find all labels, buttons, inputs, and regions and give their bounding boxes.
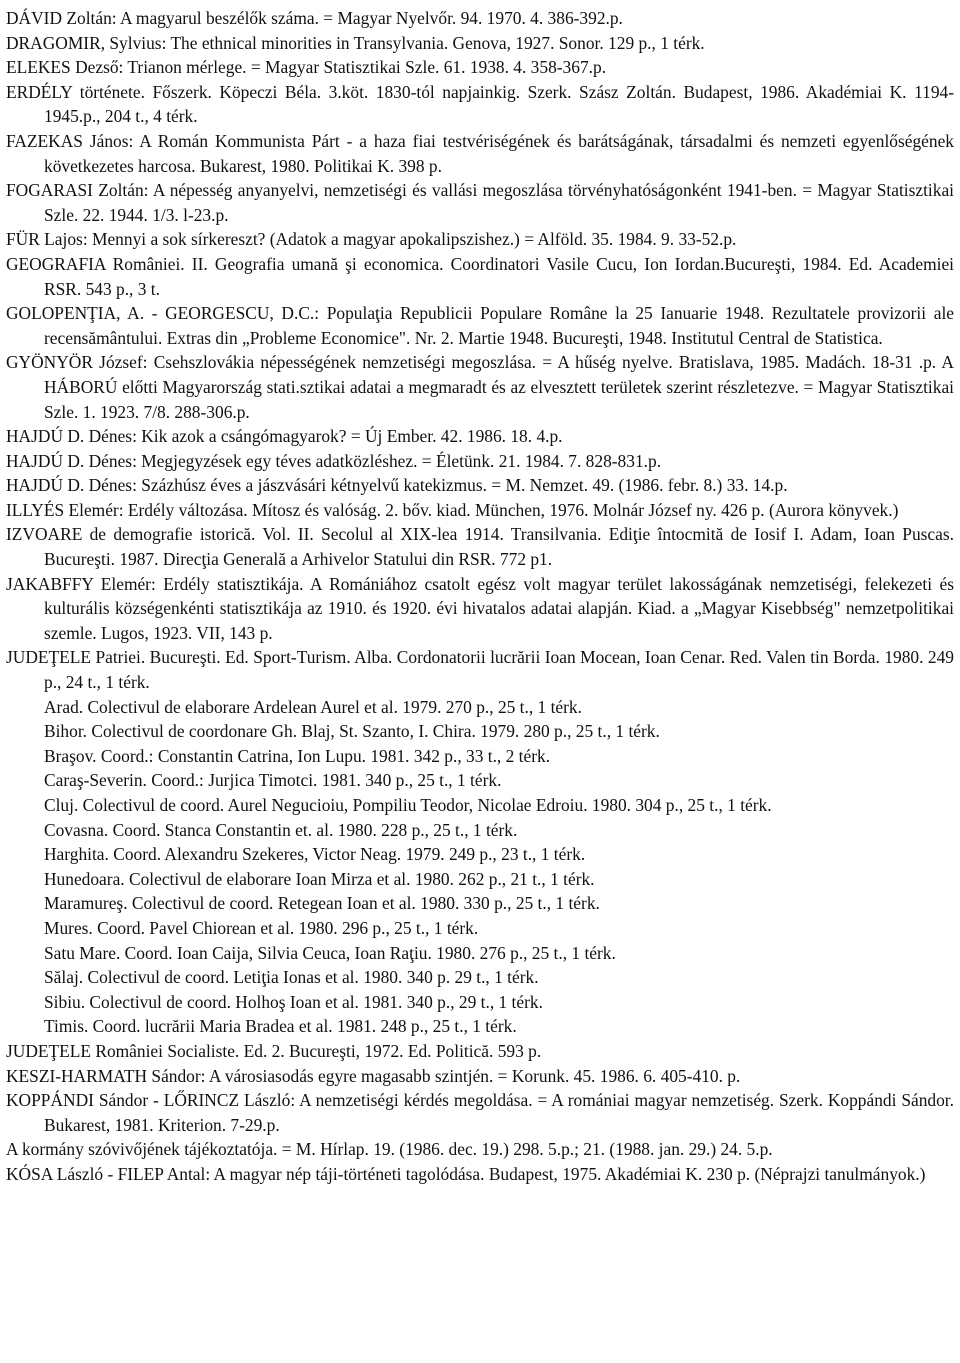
bibliography-entry: KOPPÁNDI Sándor - LŐRINCZ László: A nemzetiségi kérdés megoldása. = A romániai magyar nemzetiség. Szerk. Koppándi Sándor. Bukarest, 1981. Kriterion. 7-29.p. bbox=[6, 1090, 954, 1135]
bibliography-entry: HAJDÚ D. Dénes: Százhúsz éves a jászvásári kétnyelvű katekizmus. = M. Nemzet. 49. (1986. febr. 8.) 33. 14.p. bbox=[6, 475, 788, 496]
bibliography-entry: ERDÉLY története. Főszerk. Köpeczi Béla. 3.köt. 1830-tól napjainkig. Szerk. Szász Zoltán. Budapest, 1986. Akadémiai K. 1194-1945.p., 204 t., 4 térk. bbox=[6, 81, 954, 127]
sub-entry: Satu Mare. Coord. Ioan Caija, Silvia Ceuca, Ioan Raţiu. 1980. 276 p., 25 t., 1 térk. bbox=[44, 942, 616, 963]
sub-entry: Mures. Coord. Pavel Chiorean et al. 1980. 296 p., 25 t., 1 térk. bbox=[44, 917, 479, 938]
bibliography-entry: GYÖNYÖR József: Csehszlovákia népességének nemzetiségi megoszlása. = A hűség nyelve. Bratislava, 1985. Madách. 18-31 .p. A HÁBORÚ előtti Magyarország stati.sztikai adatai a megmaradt és az elvesztett területek szerint részletezve. = Magyar Statisztikai Szle. 1. 1923. 7/8. 288-306.p. bbox=[6, 352, 954, 422]
bibliography-entry: DRAGOMIR, Sylvius: The ethnical minorities in Transylvania. Genova, 1927. Sonor. 129 p., 1 térk. bbox=[6, 32, 705, 53]
bibliography-entry: DÁVID Zoltán: A magyarul beszélők száma. = Magyar Nyelvőr. 94. 1970. 4. 386-392.p. bbox=[6, 8, 623, 28]
bibliography-entry: FOGARASI Zoltán: A népesség anyanyelvi, nemzetiségi és vallási megoszlása törvényhatóságonként 1941-ben. = Magyar Statisztikai Szle. 22. 1944. 1/3. l-23.p. bbox=[6, 180, 954, 225]
sub-entry: Covasna. Coord. Stanca Constantin et. al. 1980. 228 p., 25 t., 1 térk. bbox=[44, 819, 518, 840]
sub-entry: Sibiu. Colectivul de coord. Holhoş Ioan et al. 1981. 340 p., 29 t., 1 térk. bbox=[44, 991, 543, 1012]
bibliography-entry: ILLYÉS Elemér: Erdély változása. Mítosz és valóság. 2. bőv. kiad. München, 1976. Molnár József ny. 426 p. (Aurora könyvek.) bbox=[6, 499, 899, 520]
sub-entry: Sălaj. Colectivul de coord. Letiţia Ionas et al. 1980. 340 p. 29 t., 1 térk. bbox=[44, 967, 539, 988]
sub-entry: Maramureş. Colectivul de coord. Retegean Ioan et al. 1980. 330 p., 25 t., 1 térk. bbox=[44, 893, 600, 914]
sub-entry: Cluj. Colectivul de coord. Aurel Negucioiu, Pompiliu Teodor, Nicolae Edroiu. 1980. 304 p., 25 t., 1 térk. bbox=[44, 795, 772, 815]
bibliography-entry: GEOGRAFIA României. II. Geografia umană şi economica. Coordinatori Vasile Cucu, Ion Iordan.Bucureşti, 1984. Ed. Academiei RSR. 543 p., 3 t. bbox=[6, 253, 954, 299]
bibliography-entry: HAJDÚ D. Dénes: Megjegyzések egy téves adatközléshez. = Életünk. 21. 1984. 7. 828-831.p. bbox=[6, 450, 662, 471]
bibliography-entry: KÓSA László - FILEP Antal: A magyar nép táji-történeti tagolódása. Budapest, 1975. Akadémiai K. 230 p. (Néprajzi tanulmányok.) bbox=[6, 1163, 926, 1184]
bibliography-entry: JUDEŢELE României Socialiste. Ed. 2. Bucureşti, 1972. Ed. Politică. 593 p. bbox=[6, 1040, 542, 1061]
bibliography-entry: ELEKES Dezső: Trianon mérlege. = Magyar Statisztikai Szle. 61. 1938. 4. 358-367.p. bbox=[6, 57, 607, 78]
bibliography-list bbox=[6, 6, 954, 1187]
sub-entry: Timis. Coord. lucrării Maria Bradea et al. 1981. 248 p., 25 t., 1 térk. bbox=[44, 1016, 517, 1037]
sub-entry: Braşov. Coord.: Constantin Catrina, Ion Lupu. 1981. 342 p., 33 t., 2 térk. bbox=[44, 745, 551, 766]
sub-entry: Harghita. Coord. Alexandru Szekeres, Victor Neag. 1979. 249 p., 23 t., 1 térk. bbox=[44, 844, 586, 865]
bibliography-entry: HAJDÚ D. Dénes: Kik azok a csángómagyarok? = Új Ember. 42. 1986. 18. 4.p. bbox=[6, 426, 563, 447]
sub-entry: Bihor. Colectivul de coordonare Gh. Blaj, St. Szanto, I. Chira. 1979. 280 p., 25 t., 1 térk. bbox=[44, 721, 660, 742]
bibliography-entry: FAZEKAS János: A Román Kommunista Párt - a haza fiai testvériségének és barátságának, társadalmi és nemzeti egyenlőségének következetes harcosa. Bukarest, 1980. Politikai K. 398 p. bbox=[6, 130, 954, 176]
sub-entry: Arad. Colectivul de elaborare Ardelean Aurel et al. 1979. 270 p., 25 t., 1 térk. bbox=[44, 696, 582, 717]
sub-entry: Hunedoara. Colectivul de elaborare Ioan Mirza et al. 1980. 262 p., 21 t., 1 térk. bbox=[44, 868, 595, 889]
bibliography-entry: IZVOARE de demografie istorică. Vol. II. Secolul al XIX-lea 1914. Transilvania. Ediţie întocmită de Iosif I. Adam, Ioan Puscas. Bucureşti. 1987. Direcţia Generală a Arhivelor Statului din RSR. 772 p1. bbox=[6, 524, 954, 570]
bibliography-entry: JUDEŢELE Patriei. Bucureşti. Ed. Sport-Turism. Alba. Cordonatorii lucrării Ioan Mocean, Ioan Cenar. Red. Valen tin Borda. 1980. 249 p., 24 t., 1 térk. bbox=[6, 647, 954, 693]
bibliography-entry: GOLOPENŢIA, A. - GEORGESCU, D.C.: Populaţia Republicii Populare Române la 25 Ianuarie 1948. Rezultatele provizorii ale recensământului. Extras din „Probleme Economice". Nr. 2. Martie 1948. Bucureşti, 1948. Institutul Central de Statistica. bbox=[6, 303, 954, 348]
bibliography-entry: KESZI-HARMATH Sándor: A városiasodás egyre magasabb szintjén. = Korunk. 45. 1986. 6. 405-410. p. bbox=[6, 1065, 741, 1086]
sub-entry: Caraş-Severin. Coord.: Jurjica Timotci. 1981. 340 p., 25 t., 1 térk. bbox=[44, 770, 502, 791]
bibliography-entry: JAKABFFY Elemér: Erdély statisztikája. A Romániához csatolt egész volt magyar terület lakosságának nemzetiségi, felekezeti és kulturális községenkénti statisztikája az 1910. és 1920. évi hivatalos adatai alapján. Kiad. a „Magyar Kisebbség" nemzetpolitikai szemle. Lugos, 1923. VII, 143 p. bbox=[6, 573, 954, 643]
bibliography-entry: FÜR Lajos: Mennyi a sok sírkereszt? (Adatok a magyar apokalipszishez.) = Alföld. 35. 1984. 9. 33-52.p. bbox=[6, 229, 737, 250]
bibliography-entry: A kormány szóvivőjének tájékoztatója. = M. Hírlap. 19. (1986. dec. 19.) 298. 5.p.; 21. (1988. jan. 29.) 24. 5.p. bbox=[6, 1139, 773, 1160]
